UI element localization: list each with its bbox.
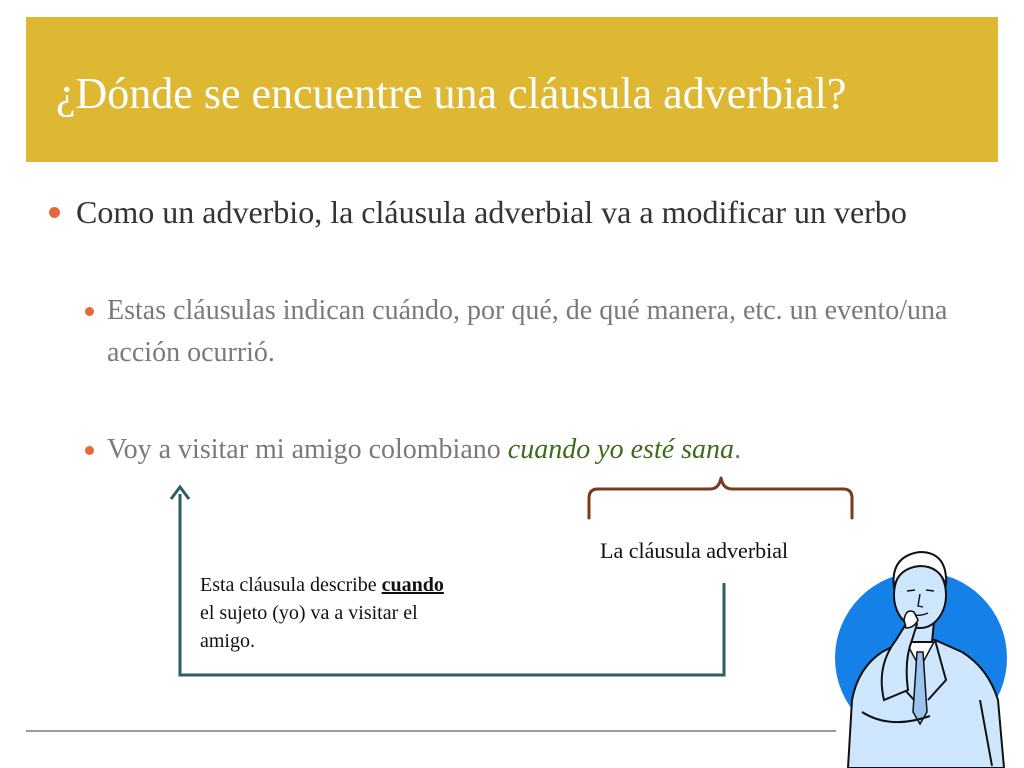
description-emphasis: cuando — [381, 574, 444, 596]
footer-divider — [26, 730, 836, 732]
bullet-main-text: Como un adverbio, la cláusula adverbial va a modificar un verbo — [76, 194, 907, 230]
description-text-end: el sujeto (yo) va a visitar el amigo. — [200, 602, 418, 652]
adverbial-clause-text: cuando yo esté sana — [507, 434, 735, 465]
bullet-sub-2-text: Voy a visitar mi amigo colombiano — [107, 434, 508, 465]
thinking-man-icon — [835, 552, 1007, 768]
slide-title: ¿Dónde se encuentre una cláusula adverbial? — [56, 69, 847, 118]
bullet-sub-1-text: Estas cláusulas indican cuándo, por qué, de qué manera, etc. un evento/una acción ocurrió. — [107, 295, 948, 368]
description-text-start: Esta cláusula describe — [200, 574, 382, 596]
bullet-sub-2-end: . — [734, 434, 742, 465]
curly-brace-icon — [589, 478, 852, 518]
clause-description — [200, 571, 460, 655]
clause-label: La cláusula adverbial — [600, 538, 789, 563]
